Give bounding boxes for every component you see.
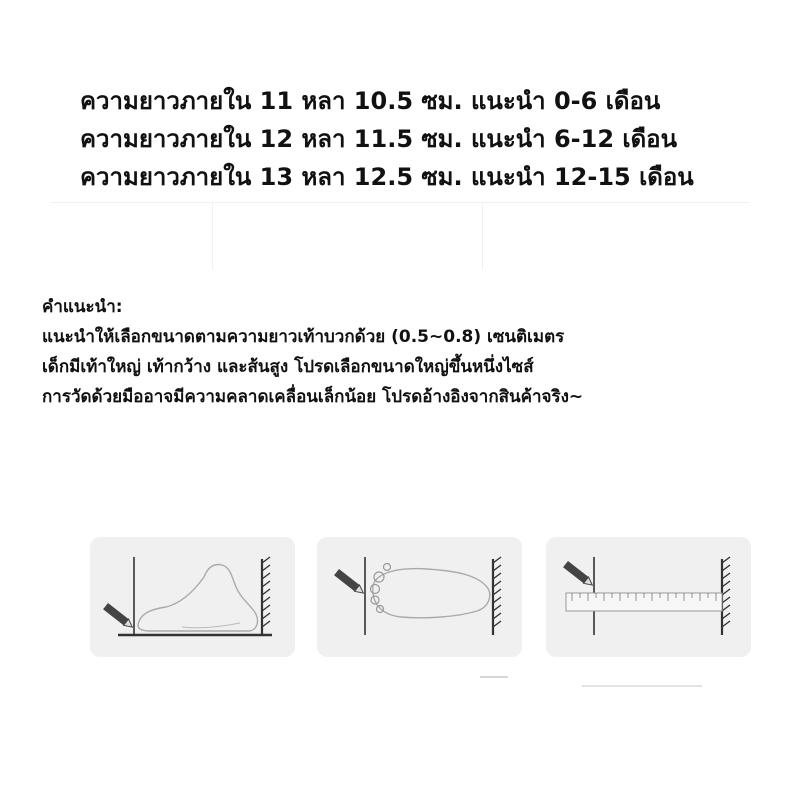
ruler-measure-icon: [546, 537, 751, 657]
background-grid-line: [482, 202, 483, 270]
foot-top-measure-icon: [317, 537, 522, 657]
smudge-mark: [582, 685, 702, 687]
instruction-line: แนะนำให้เลือกขนาดตามความยาวเท้าบวกด้วย (0.5~0.8) เซนติเมตร: [42, 327, 565, 347]
foot-side-measure-icon: [90, 537, 295, 657]
instruction-line: เด็กมีเท้าใหญ่ เท้ากว้าง และส้นสูง โปรดเลือกขนาดใหญ่ขึ้นหนึ่งไซส์: [42, 357, 534, 377]
illustration-panel-side: [90, 537, 295, 657]
smudge-mark: [480, 676, 508, 678]
illustration-panel-ruler: [546, 537, 751, 657]
instructions: [42, 292, 792, 412]
size-line-12: ความยาวภายใน 12 หลา 11.5 ซม. แนะนำ 6-12 เดือน: [80, 125, 677, 153]
instruction-line: การวัดด้วยมืออาจมีความคลาดเคลื่อนเล็กน้อย โปรดอ้างอิงจากสินค้าจริง~: [42, 387, 584, 407]
illustration-panel-top: [317, 537, 522, 657]
size-line-13: ความยาวภายใน 13 หลา 12.5 ซม. แนะนำ 12-15 เดือน: [80, 163, 694, 191]
background-grid-line: [212, 202, 213, 270]
instructions-title: คำแนะนำ:: [42, 297, 123, 317]
size-line-11: ความยาวภายใน 11 หลา 10.5 ซม. แนะนำ 0-6 เดือน: [80, 87, 661, 115]
background-grid-line: [50, 202, 750, 203]
size-guide: [80, 82, 780, 196]
